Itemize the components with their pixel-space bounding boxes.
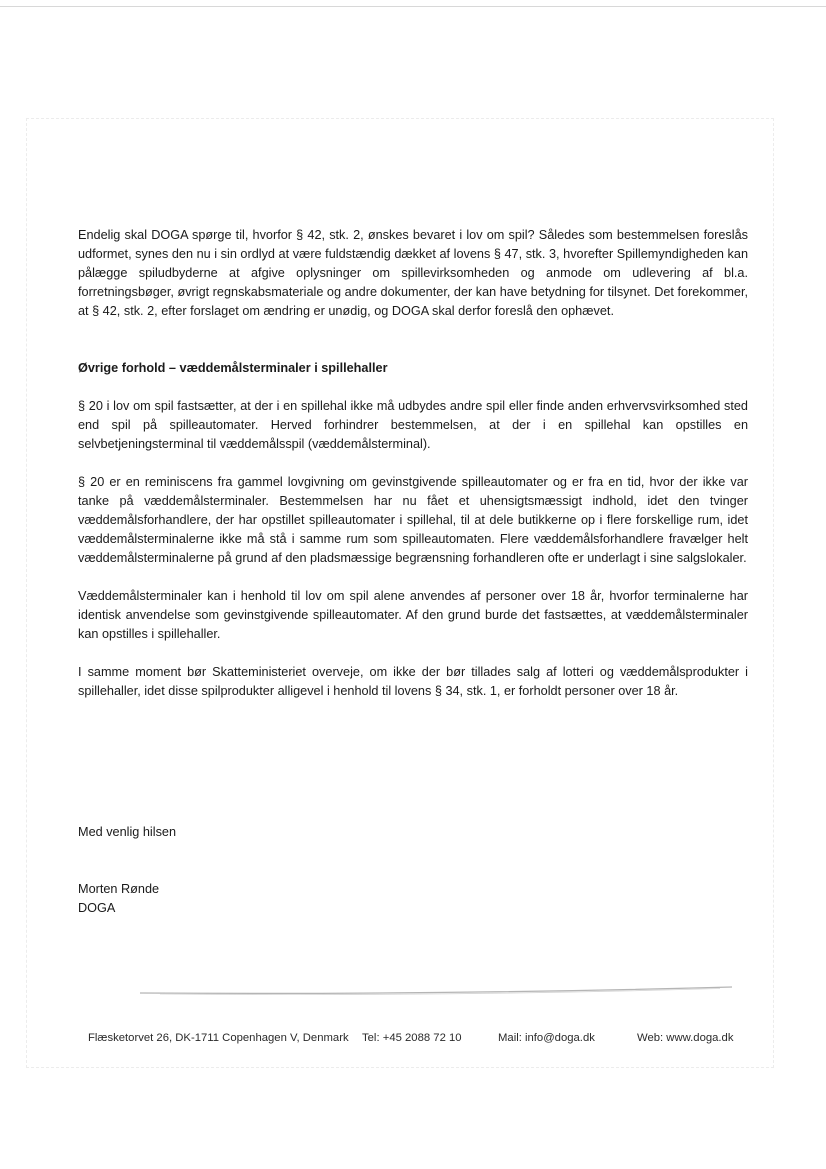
footer-address: Flæsketorvet 26, DK-1711 Copenhagen V, Denmark (88, 1032, 349, 1044)
signature-block (78, 880, 159, 918)
paragraph-3: § 20 er en reminiscens fra gammel lovgivning om gevinstgivende spilleautomater og er fra en tid, hvor der ikke var tanke på væddemålsterminaler. Bestemmelsen har nu fået et uhensigtsmæssigt indhold, idet den tvinger væddemålsforhandlere, der har opstillet spilleautomater i spillehal, til at dele butikkerne op i flere forskellige rum, idet væddemålsterminalerne ikke må stå i samme rum som spilleautomaten. Flere væddemålsforhandlere fravælger helt væddemålsterminalerne på grund af den pladsmæssige begrænsning forhandleren ofte er underlagt i sine salgslokaler. (78, 475, 748, 565)
paragraph-4: Væddemålsterminaler kan i henhold til lov om spil alene anvendes af personer over 18 år, hvorfor terminalerne har identisk anvendelse som gevinstgivende spilleautomater. Af den grund burde det fastsættes, at væddemålsterminaler kan opstilles i spillehaller. (78, 589, 748, 641)
signer-organization: DOGA (78, 901, 116, 915)
paragraph-2: § 20 i lov om spil fastsætter, at der i en spillehal ikke må udbydes andre spil eller finde anden erhvervsvirksomhed sted end spil på spilleautomater. Herved forhindrer bestemmelsen, at der i en spillehal kan opstilles en selvbetjeningsterminal til væddemålsspil (væddemålsterminal). (78, 399, 748, 451)
letter-body (78, 226, 748, 701)
footer-divider (140, 985, 732, 999)
paragraph-1: Endelig skal DOGA spørge til, hvorfor § 42, stk. 2, ønskes bevaret i lov om spil? Således som bestemmelsen foreslås udformet, synes den nu i sin ordlyd at være fuldstændig dækket af lovens § 47, stk. 3, hvorefter Spillemyndigheden kan pålægge spiludbyderne at afgive oplysninger om spillevirksomheden og anmode om udlevering af bl.a. forretningsbøger, øvrigt regnskabsmateriale og andre dokumenter, der kan have betydning for tilsynet. Det forekommer, at § 42, stk. 2, efter forslaget om ændring er unødig, og DOGA skal derfor foreslå den ophævet. (78, 228, 748, 318)
section-heading: Øvrige forhold – væddemålsterminaler i spillehaller (78, 361, 388, 375)
footer-phone: Tel: +45 2088 72 10 (362, 1032, 462, 1044)
closing-salutation: Med venlig hilsen (78, 825, 177, 839)
paragraph-5: I samme moment bør Skatteministeriet overveje, om ikke der bør tillades salg af lotteri og væddemålsprodukter i spillehaller, idet disse spilprodukter alligevel i henhold til lovens § 34, stk. 1, er forholdt personer over 18 år. (78, 665, 748, 698)
signer-name: Morten Rønde (78, 882, 160, 896)
page-top-edge (0, 6, 826, 7)
footer-mail-link[interactable]: Mail: info@doga.dk (498, 1032, 595, 1044)
footer-web-link[interactable]: Web: www.doga.dk (637, 1032, 734, 1044)
